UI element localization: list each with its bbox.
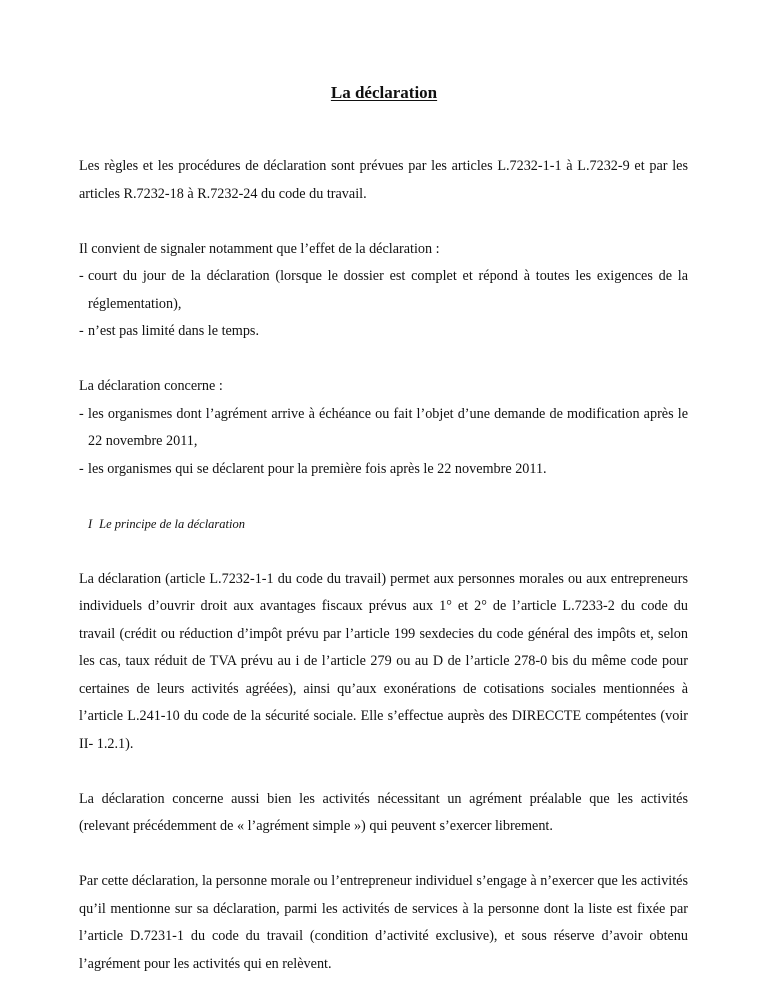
effect-intro: Il convient de signaler notamment que l’effet de la déclaration : <box>79 240 440 257</box>
effect-list <box>79 263 688 346</box>
list-item: - court du jour de la déclaration (lorsque le dossier est complet et répond à toutes les exigences de la réglementation), <box>79 263 688 318</box>
activities-paragraph: La déclaration concerne aussi bien les activités nécessitant un agrément préalable que les activités (relevant précédemment de « l’agrément simple ») qui peuvent s’exercer librement. <box>79 790 688 834</box>
list-item: - les organismes qui se déclarent pour la première fois après le 22 novembre 2011. <box>79 456 688 484</box>
commitment-paragraph: Par cette déclaration, la personne morale ou l’entrepreneur individuel s’engage à n’exercer que les activités qu’il mentionne sur sa déclaration, parmi les activités de services à la personne dont la liste est fixée par l’article D.7231-1 du code du travail (condition d’activité exclusive), et sous réserve d’avoir obtenu l’agrément pour les activités qui en relèvent. <box>79 873 688 972</box>
list-item: - n’est pas limité dans le temps. <box>79 318 688 346</box>
section-number: I <box>88 516 93 531</box>
list-item: - les organismes dont l’agrément arrive à échéance ou fait l’objet d’une demande de modification après le 22 novembre 2011, <box>79 401 688 456</box>
intro-paragraph: Les règles et les procédures de déclaration sont prévues par les articles L.7232-1-1 à L.7232-9 et par les articles R.7232-18 à R.7232-24 du code du travail. <box>79 158 688 202</box>
section-heading <box>88 511 688 539</box>
document-body <box>79 153 688 978</box>
scope-list <box>79 401 688 484</box>
section-title: Le principe de la déclaration <box>99 516 245 531</box>
page-title: La déclaration <box>330 83 438 102</box>
scope-intro: La déclaration concerne : <box>79 378 223 394</box>
principle-paragraph: La déclaration (article L.7232-1-1 du code du travail) permet aux personnes morales ou aux entrepreneurs individuels d’ouvrir droit aux avantages fiscaux prévus aux 1° et 2° de l’article L.7233-2 du code du travail (crédit ou réduction d’impôt prévu par l’article 199 sexdecies du code général des impôts et, selon les cas, taux réduit de TVA prévu au i de l’article 279 ou au D de l’article 278-0 bis du même code pour certaines de leurs activités agréées), ainsi qu’aux exonérations de cotisations sociales mentionnées à l’article L.241-10 du code de la sécurité sociale. Elle s’effectue auprès des DIRECCTE compétentes (voir II- 1.2.1). <box>79 570 688 752</box>
